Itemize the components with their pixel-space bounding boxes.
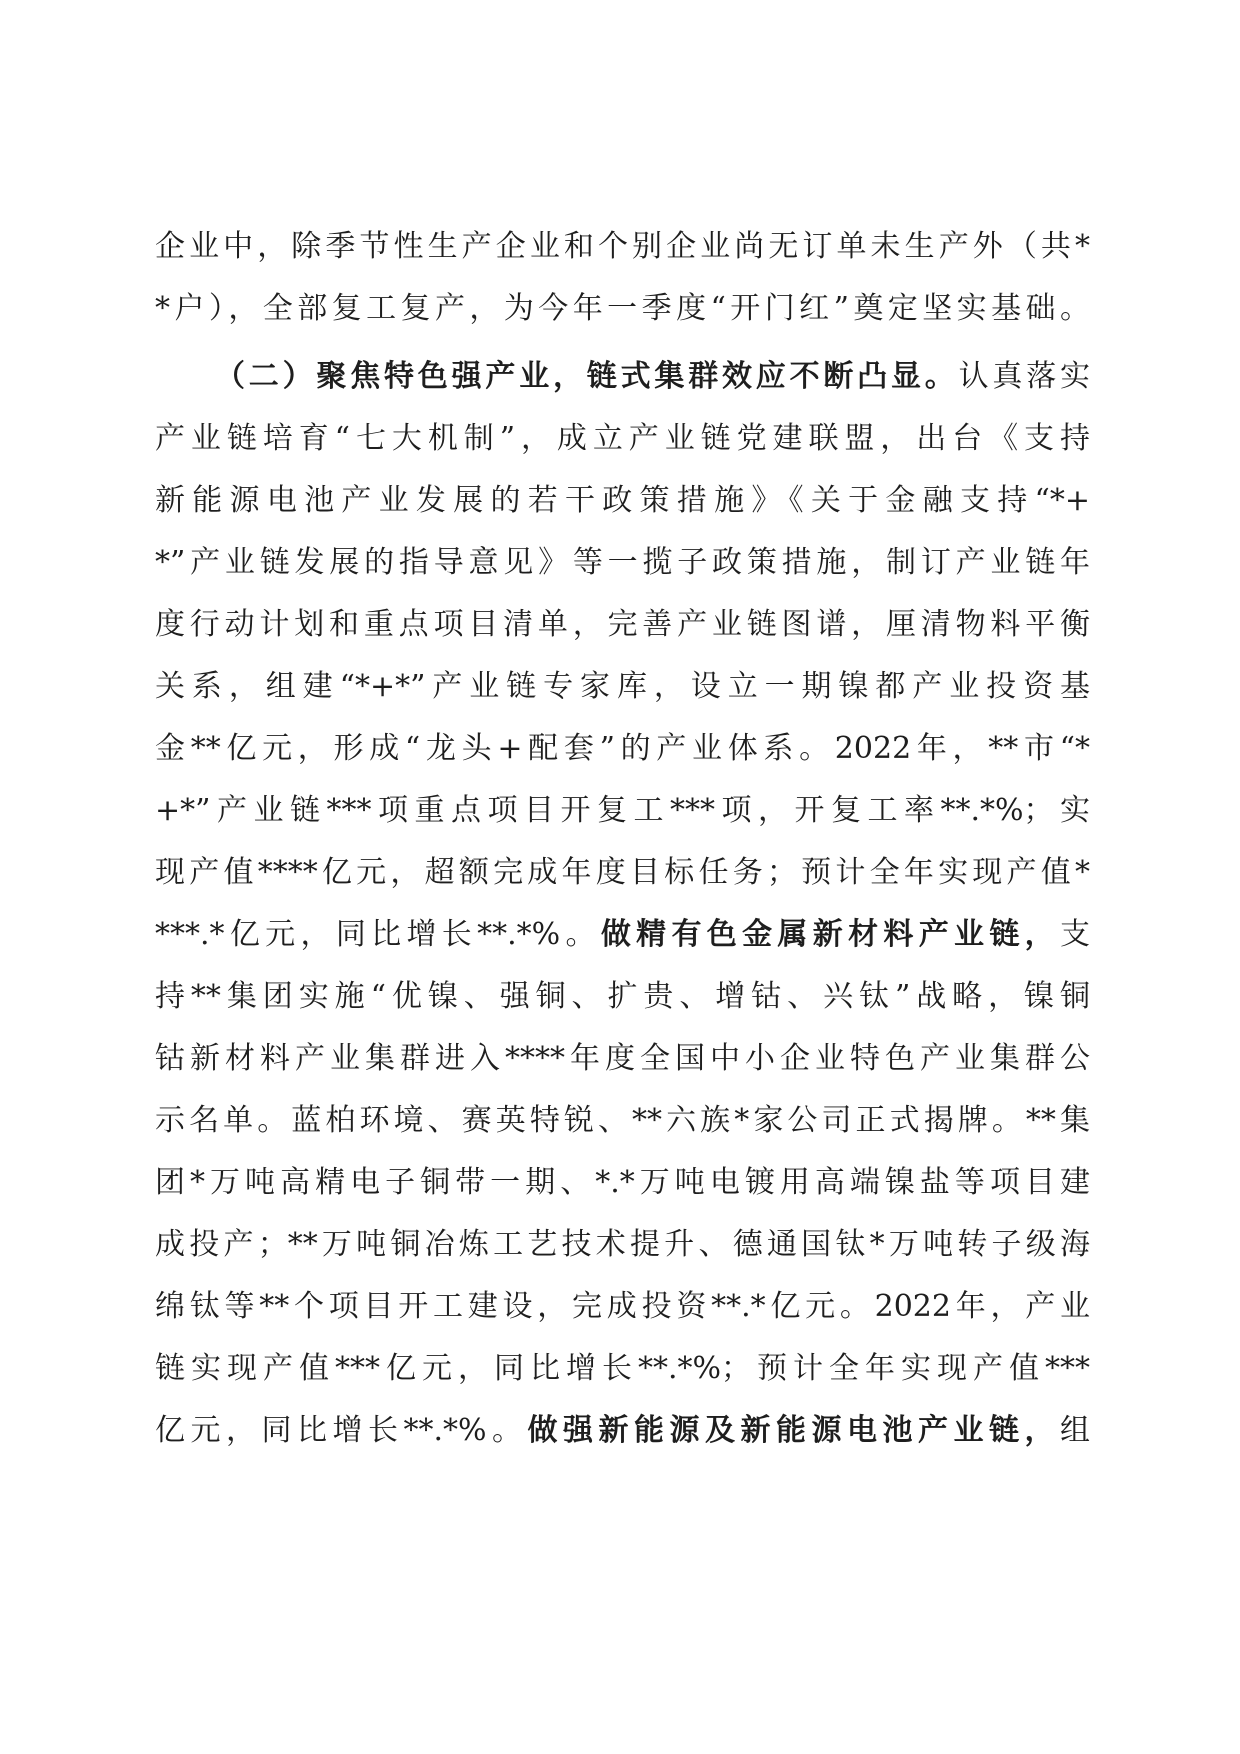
text-line: [155, 1276, 1090, 1338]
text-line: [155, 904, 1090, 966]
text-line: [155, 408, 1090, 470]
text-run: *户），全部复工复产，为今年一季度“开门红”奠定坚实基础。: [155, 291, 1090, 326]
text-line: [155, 470, 1090, 532]
body-text: [155, 216, 1090, 1462]
bold-phrase: 做强新能源及新能源电池产业链，: [527, 1413, 1061, 1448]
text-line: [155, 216, 1090, 278]
text-line: [155, 278, 1090, 340]
text-run: 支: [1060, 917, 1091, 952]
text-line: [155, 1214, 1090, 1276]
text-run: 持**集团实施“优镍、强铜、扩贵、增钴、兴钛”战略，镍铜: [155, 979, 1090, 1014]
text-run: 链实现产值***亿元，同比增长**.*%；预计全年实现产值***: [155, 1351, 1090, 1386]
text-run: *”产业链发展的指导意见》等一揽子政策措施，制订产业链年: [155, 545, 1090, 580]
text-line: [155, 842, 1090, 904]
bold-phrase: 做精有色金属新材料产业链，: [600, 917, 1061, 952]
text-line: [155, 1338, 1090, 1400]
text-run: 产业链培育“七大机制”，成立产业链党建联盟，出台《支持: [155, 421, 1090, 456]
text-line: [155, 966, 1090, 1028]
text-line: [155, 718, 1090, 780]
text-run: 钴新材料产业集群进入****年度全国中小企业特色产业集群公: [155, 1041, 1090, 1076]
text-run: 认真落实: [958, 359, 1091, 394]
text-line: [155, 780, 1090, 842]
text-run: ***.*亿元，同比增长**.*%。: [155, 917, 601, 952]
text-run: 绵钛等**个项目开工建设，完成投资**.*亿元。2022年，产业: [155, 1289, 1090, 1324]
text-line: [155, 1400, 1090, 1462]
section-heading: （二）聚焦特色强产业，链式集群效应不断凸显。: [215, 359, 959, 394]
text-line: [155, 656, 1090, 718]
text-run: 亿元，同比增长**.*%。: [155, 1413, 528, 1448]
text-run: 企业中，除季节性生产企业和个别企业尚无订单未生产外（共*: [155, 229, 1090, 264]
text-line: [155, 1152, 1090, 1214]
text-run: 团*万吨高精电子铜带一期、*.*万吨电镀用高端镍盐等项目建: [155, 1165, 1090, 1200]
text-line: [155, 1028, 1090, 1090]
text-run: 金**亿元，形成“龙头+配套”的产业体系。2022年，**市“*: [155, 731, 1090, 766]
text-run: 度行动计划和重点项目清单，完善产业链图谱，厘清物料平衡: [155, 607, 1090, 642]
text-line: [155, 532, 1090, 594]
text-line: [155, 1090, 1090, 1152]
text-run: 示名单。蓝柏环境、赛英特锐、**六族*家公司正式揭牌。**集: [155, 1103, 1090, 1138]
text-run: 新能源电池产业发展的若干政策措施》《关于金融支持“*+: [155, 483, 1090, 518]
section-heading-line: [155, 346, 1090, 408]
text-run: 关系，组建“*+*”产业链专家库，设立一期镍都产业投资基: [155, 669, 1090, 704]
text-run: 现产值****亿元，超额完成年度目标任务；预计全年实现产值*: [155, 855, 1090, 890]
text-line: [155, 594, 1090, 656]
text-run: 成投产；**万吨铜冶炼工艺技术提升、德通国钛*万吨转子级海: [155, 1227, 1090, 1262]
text-run: 组: [1060, 1413, 1091, 1448]
text-run: +*”产业链***项重点项目开复工***项，开复工率**.*%；实: [155, 793, 1090, 828]
